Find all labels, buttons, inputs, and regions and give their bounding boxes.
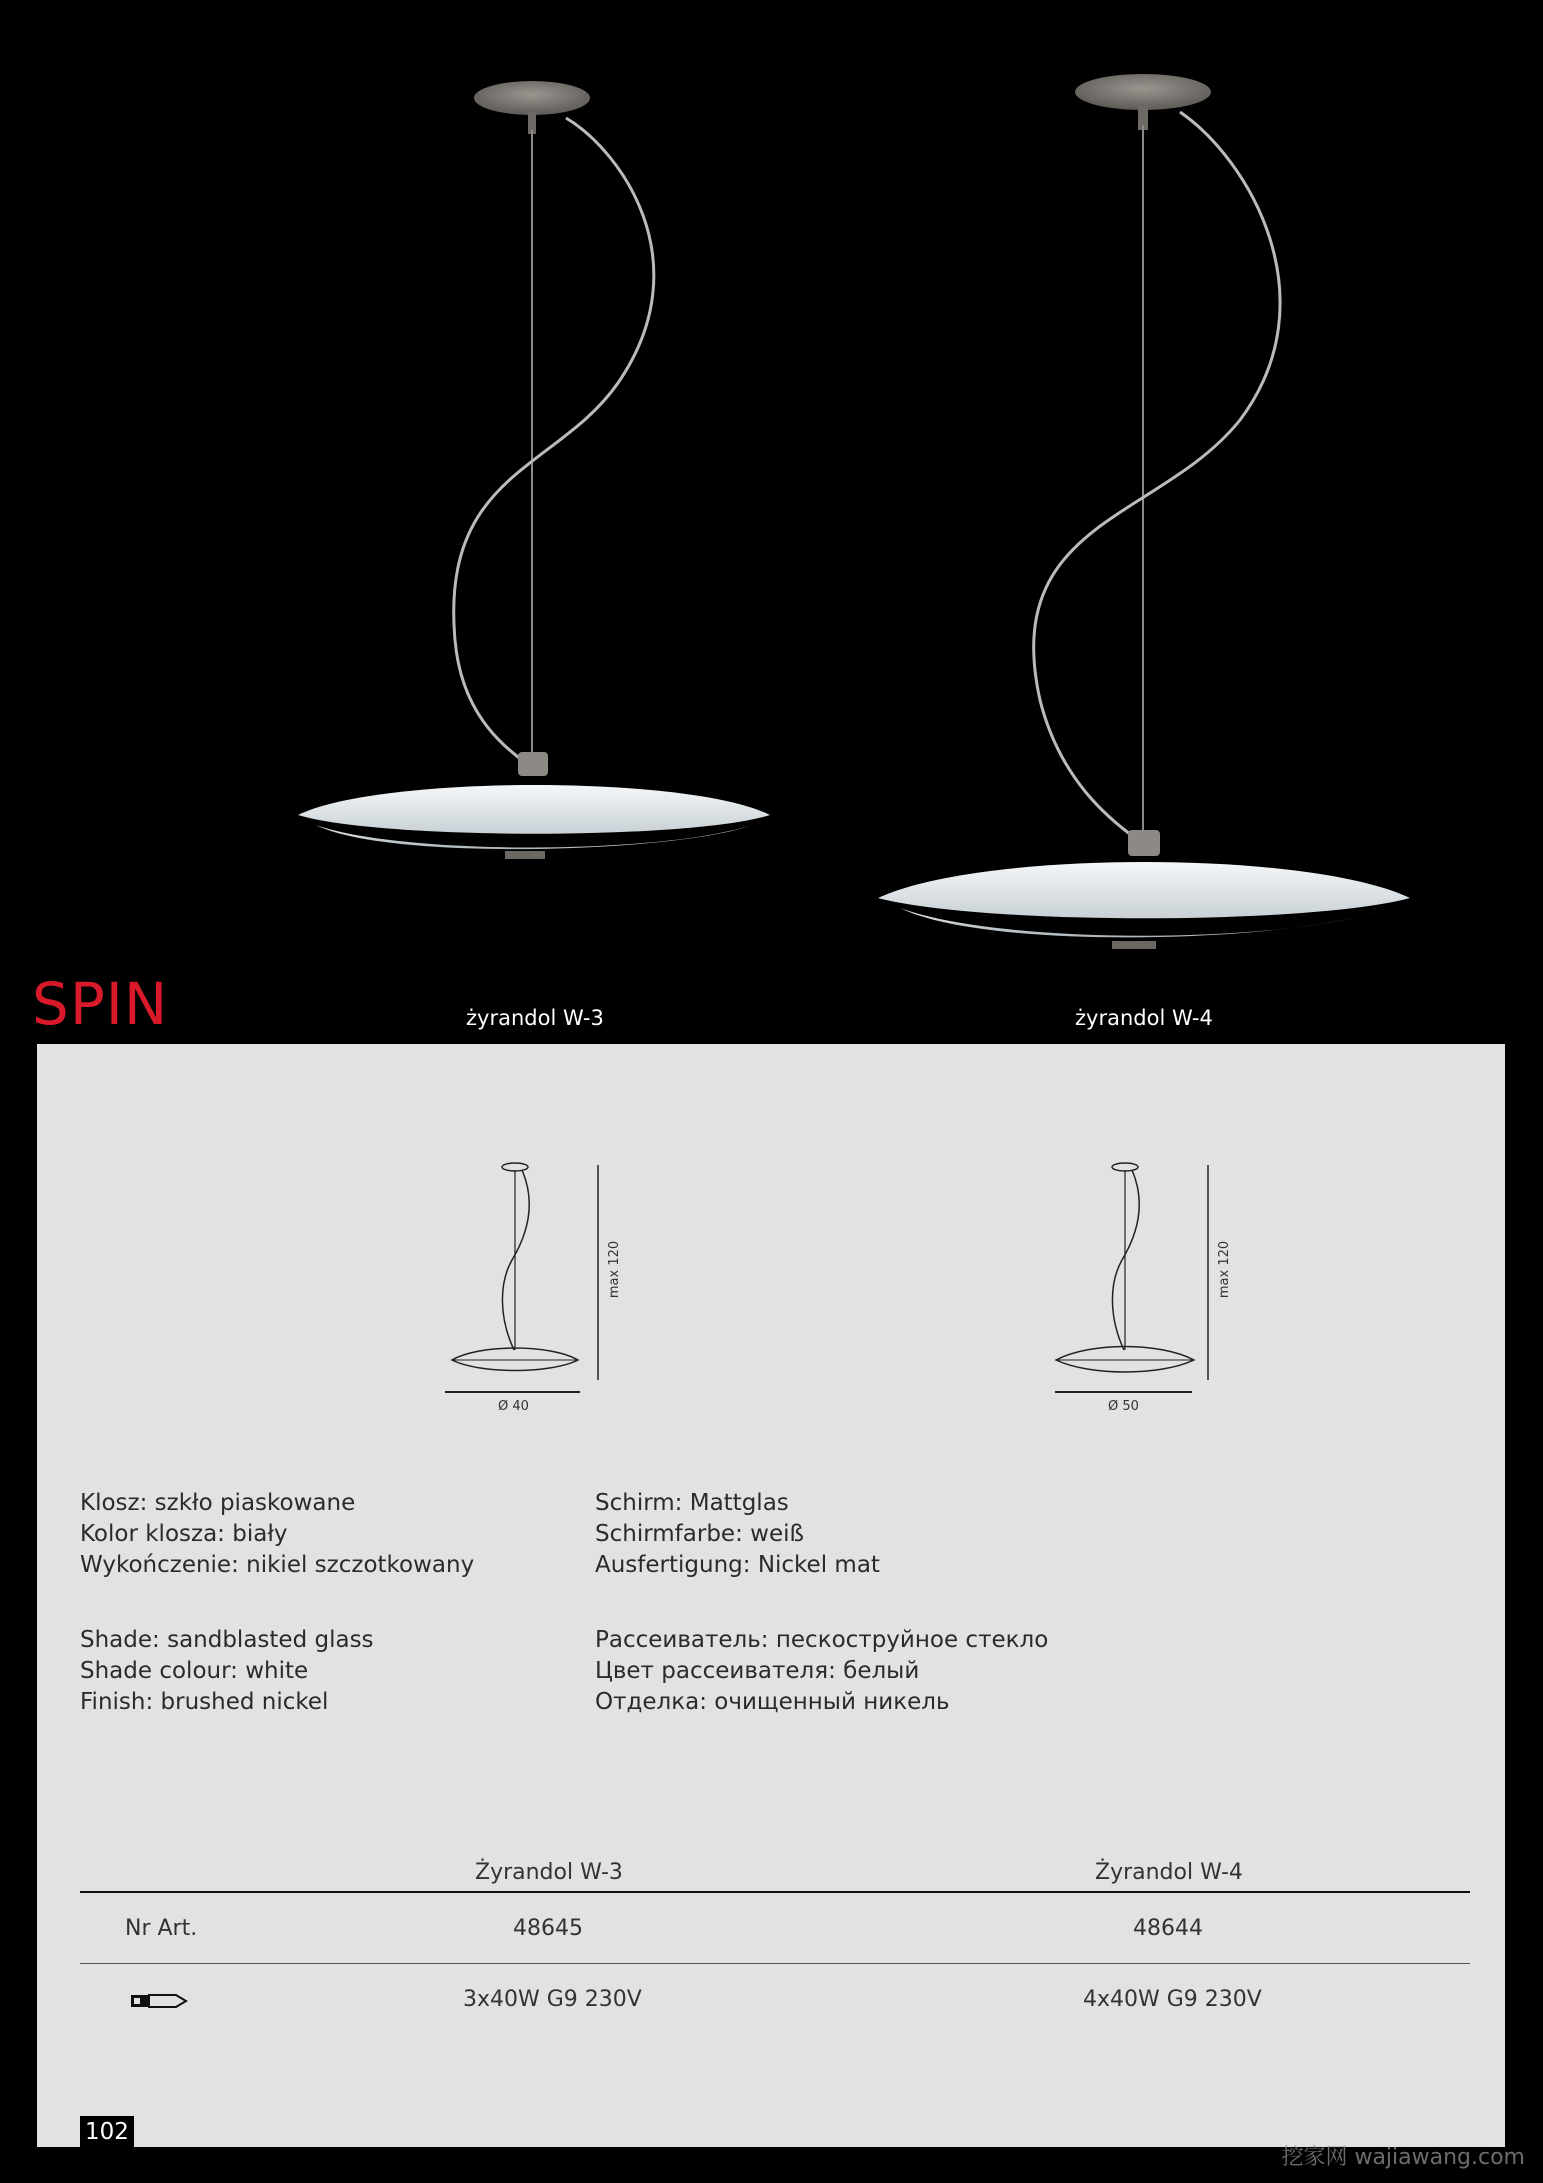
caption-w4: żyrandol W-4 [1075,1006,1213,1030]
lamp-w3-photo [298,81,770,859]
spec-line: Отделка: очищенный никель [595,1689,950,1715]
bulb-w3: 3x40W G9 230V [463,1987,642,2012]
spec-line: Schirm: Mattglas [595,1490,789,1516]
spec-line: Wykończenie: nikiel szczotkowany [80,1552,475,1578]
specs-polish [80,1488,474,1581]
spec-line: Schirmfarbe: weiß [595,1521,804,1547]
spec-line: Klosz: szkło piaskowane [80,1490,356,1516]
spec-line: Рассеиватель: пескоструйное стекло [595,1627,1049,1653]
nr-art-w3: 48645 [513,1916,583,1941]
spec-line: Shade: sandblasted glass [80,1627,374,1653]
specs-english [80,1625,374,1718]
bulb-w4: 4x40W G9 230V [1083,1987,1262,2012]
spec-line: Kolor klosza: biały [80,1521,288,1547]
specs-russian [595,1625,1048,1718]
table-row-rule [80,1963,1470,1964]
nr-art-w4: 48644 [1133,1916,1203,1941]
product-photos [0,0,1543,1010]
height-label-w3: max 120 [607,1240,623,1299]
table-header-w3: Żyrandol W-3 [475,1860,623,1885]
page-number: 102 [80,2116,134,2148]
dimension-drawing-w4 [1050,1160,1210,1400]
height-label-w4: max 120 [1217,1240,1233,1299]
diameter-label-w3: Ø 40 [498,1399,529,1414]
watermark: 挖家网 wajiawang.com [1281,2145,1525,2170]
lamp-w4-photo [878,74,1410,949]
spec-line: Shade colour: white [80,1658,309,1684]
table-header-rule [80,1891,1470,1893]
nr-art-label: Nr Art. [125,1916,198,1941]
spec-line: Ausfertigung: Nickel mat [595,1552,880,1578]
caption-w3: żyrandol W-3 [466,1006,604,1030]
spec-line: Цвет рассеивателя: белый [595,1658,920,1684]
diameter-label-w4: Ø 50 [1108,1399,1139,1414]
spec-line: Finish: brushed nickel [80,1689,329,1715]
brand-title: SPIN [32,970,169,1038]
spec-panel [37,1044,1505,2147]
specs-german [595,1488,880,1581]
g9-bulb-icon [130,1992,190,2010]
table-header-w4: Żyrandol W-4 [1095,1860,1243,1885]
dimension-drawing-w3 [440,1160,600,1400]
